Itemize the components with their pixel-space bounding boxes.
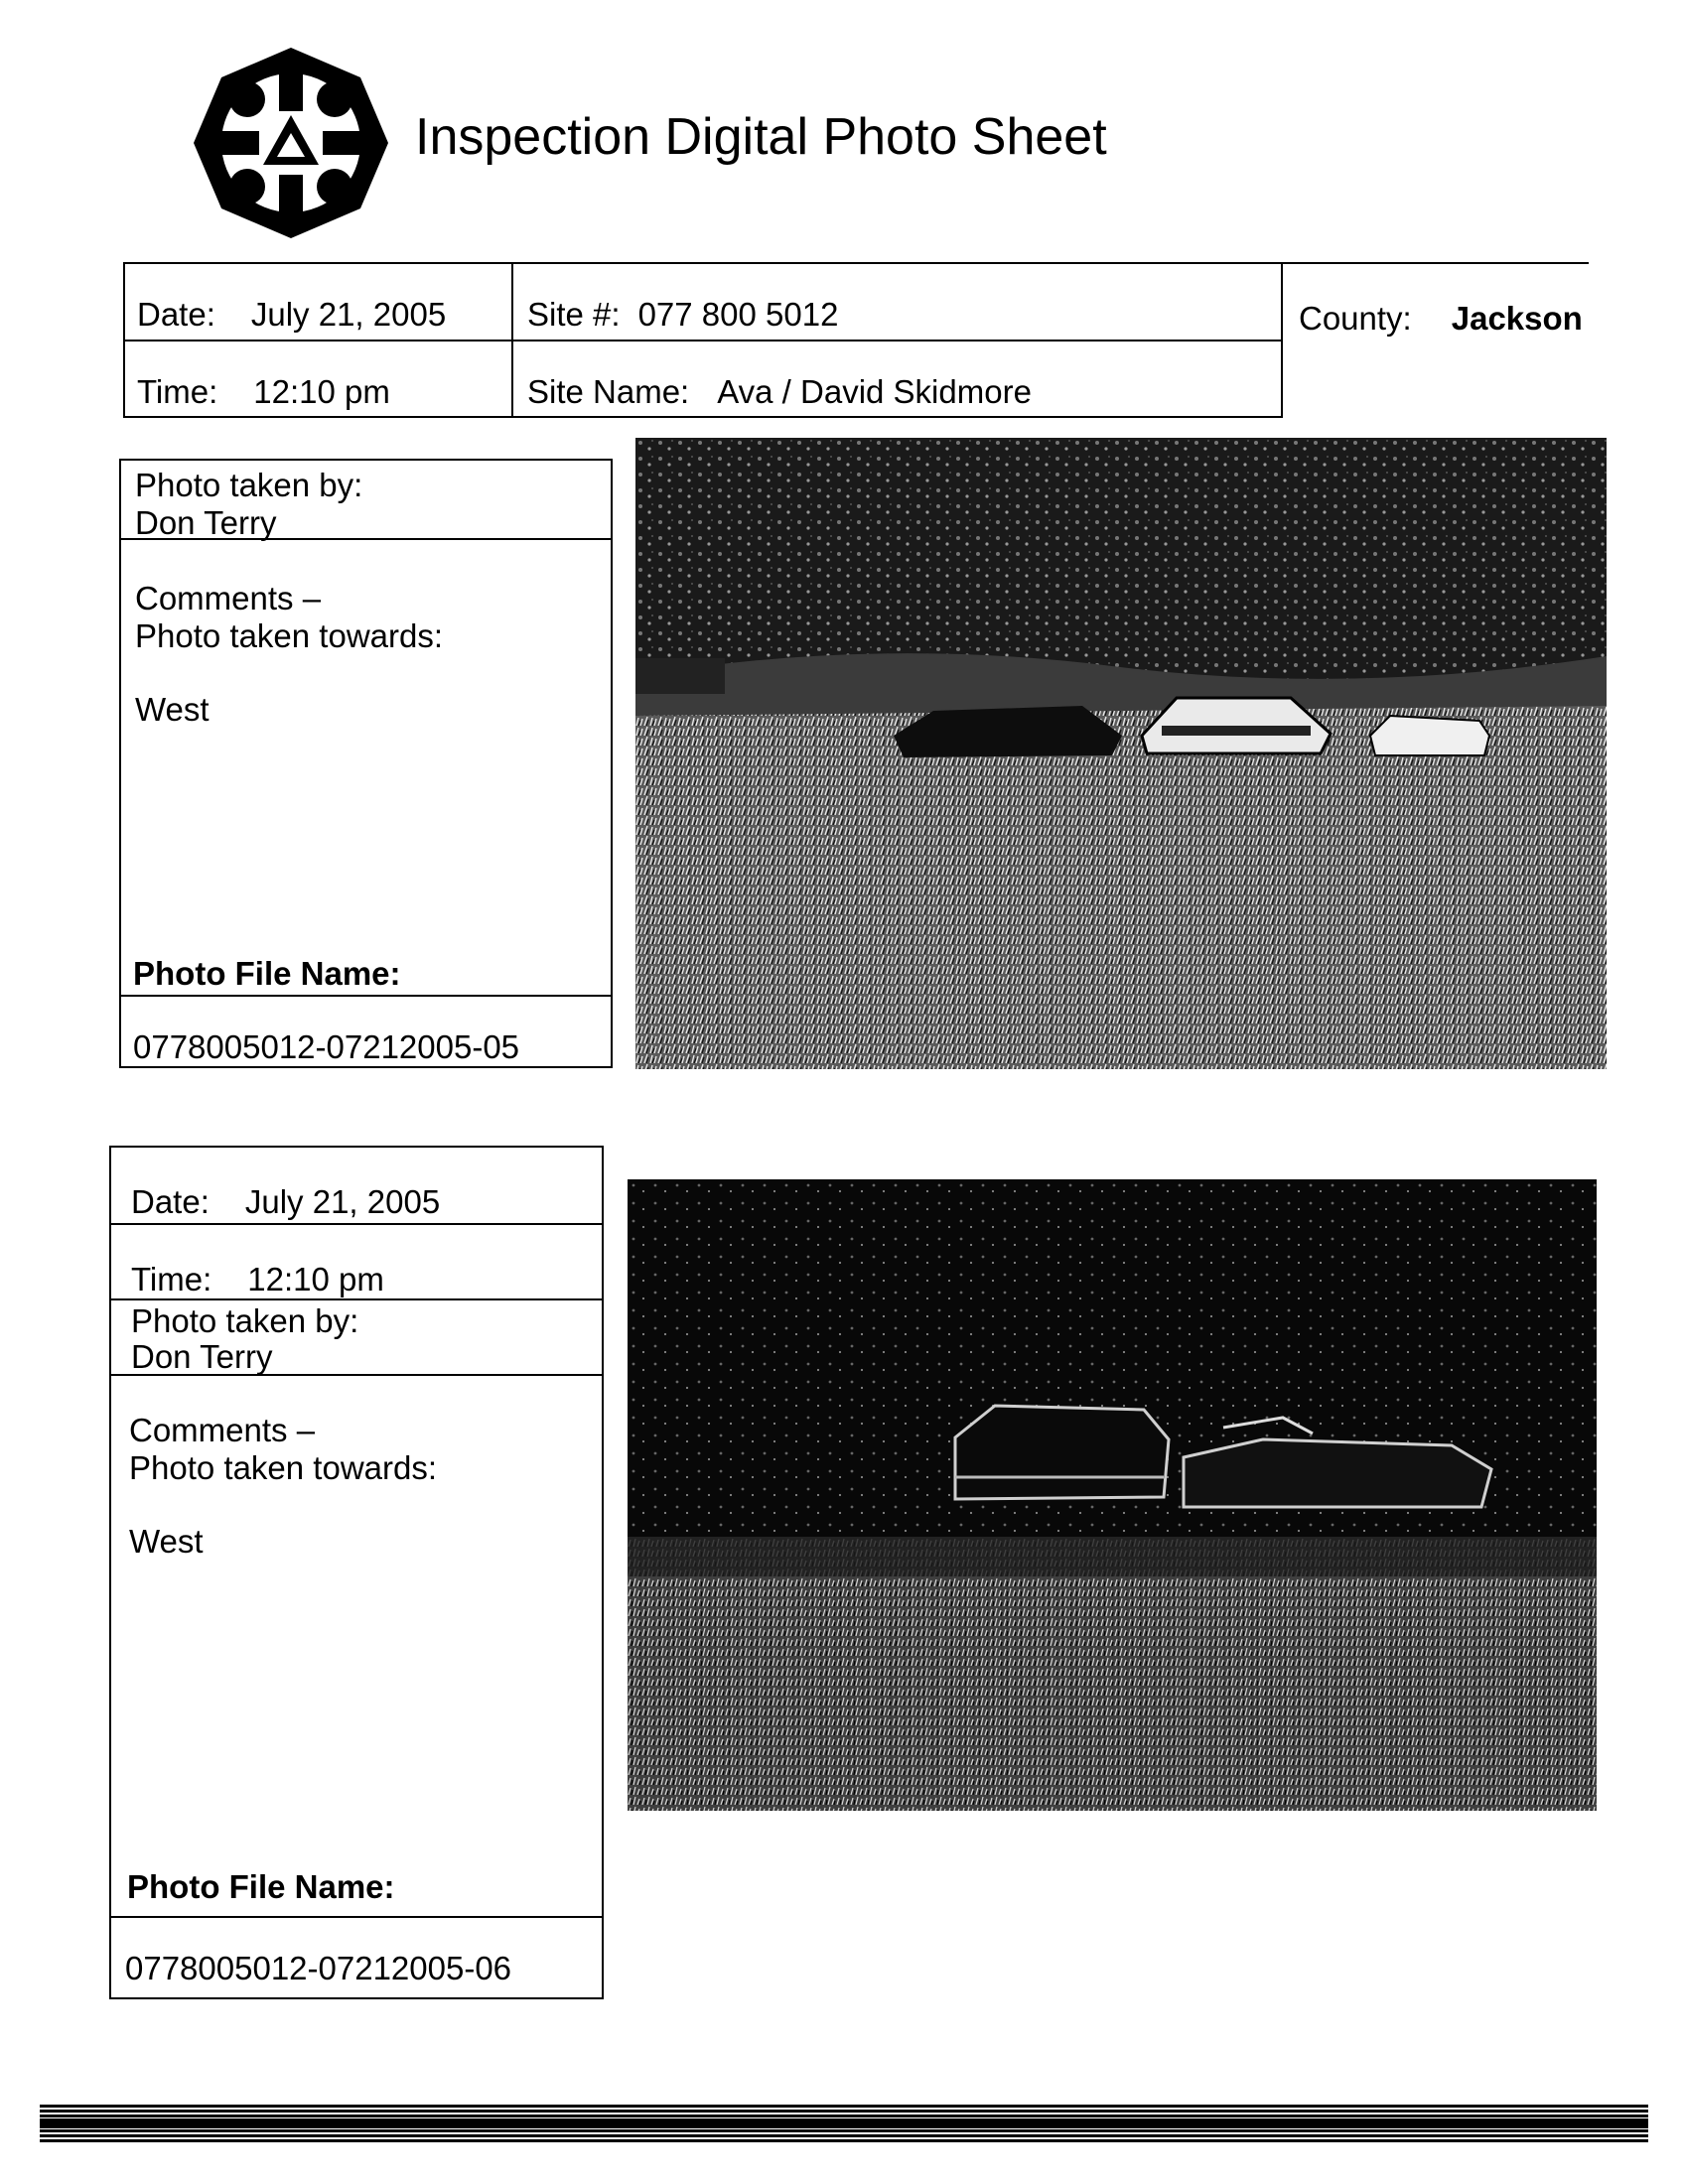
photo2-time-label: Time: [131, 1261, 212, 1297]
photo2-direction: West [129, 1523, 204, 1560]
photo2-comments-label: Comments – [129, 1412, 316, 1448]
photo1-file-name-label: Photo File Name: [133, 955, 401, 992]
header-info-table [123, 262, 1583, 418]
photo2-date-label: Date: [131, 1183, 210, 1220]
header-site-name [527, 373, 1032, 411]
county-value: Jackson [1451, 300, 1583, 337]
agency-logo [192, 44, 390, 242]
header-time-value: 12:10 pm [253, 373, 390, 410]
header-date [137, 296, 446, 334]
photo2-file-name-value: 0778005012-07212005-06 [125, 1950, 512, 1986]
photo2-time-value: 12:10 pm [247, 1261, 384, 1297]
photo1-file-name-value: 0778005012-07212005-05 [133, 1028, 520, 1065]
photo2-info-panel [109, 1146, 604, 1999]
photo1-taken-by-value: Don Terry [135, 504, 277, 541]
photo2-towards-label: Photo taken towards: [129, 1449, 438, 1486]
photo1-towards-label: Photo taken towards: [135, 617, 444, 654]
site-name-value: Ava / David Skidmore [717, 373, 1032, 410]
footer-rule [40, 2105, 1648, 2144]
photo2-taken-by-label: Photo taken by: [131, 1302, 359, 1339]
photo1-info-panel [119, 459, 613, 1068]
photo1-direction: West [135, 691, 210, 728]
header-time-label: Time: [137, 373, 218, 410]
photo2-time [131, 1261, 384, 1298]
site-photo-1 [635, 438, 1607, 1069]
header-date-label: Date: [137, 296, 215, 333]
site-photo-2 [628, 1179, 1597, 1811]
photo1-comments-label: Comments – [135, 580, 322, 616]
header-date-value: July 21, 2005 [250, 296, 447, 333]
page-title: Inspection Digital Photo Sheet [415, 108, 1107, 166]
county-label: County: [1299, 300, 1412, 337]
photo2-file-name-label: Photo File Name: [127, 1868, 395, 1905]
site-number-label: Site #: [527, 296, 621, 333]
site-number-value: 077 800 5012 [637, 296, 839, 333]
photo1-taken-by-label: Photo taken by: [135, 467, 363, 503]
header-site-number [527, 296, 838, 334]
header-county [1299, 300, 1583, 338]
site-name-label: Site Name: [527, 373, 690, 410]
photo2-date-value: July 21, 2005 [244, 1183, 441, 1220]
photo2-date [131, 1183, 440, 1221]
header-time [137, 373, 390, 411]
photo2-taken-by-value: Don Terry [131, 1338, 273, 1375]
